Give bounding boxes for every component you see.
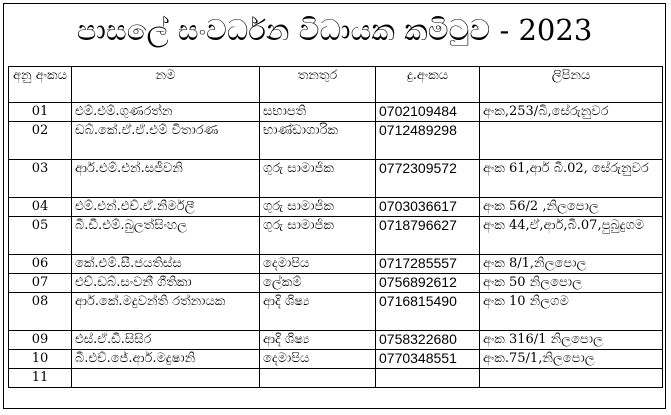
table-row <box>9 160 663 198</box>
member-position: සභාපති <box>260 103 376 122</box>
member-name: ආර්.කේ.මදුවන්ති රත්නායක <box>72 293 260 331</box>
member-name: කේ.එම්.සී.ජයතිස්ස <box>72 255 260 274</box>
table-row <box>9 350 663 369</box>
row-index: 09 <box>9 331 72 350</box>
member-address: අංක 56/2 ,නිලපොල <box>480 198 663 217</box>
member-address: අංක 10 නිලගම <box>480 293 663 331</box>
member-name: එම්.එන්.එච්.ඒ.නිර්මලී <box>72 198 260 217</box>
member-name: බී.ඩී.එම්.බුලත්සිංහල <box>72 217 260 255</box>
table-row <box>9 103 663 122</box>
header-name: නම <box>72 67 260 103</box>
header-position: තනතුර <box>260 67 376 103</box>
member-phone: 0703036617 <box>376 198 480 217</box>
member-name: බී.එච්.ජේ.ආර්.මදුෂානි <box>72 350 260 369</box>
member-address: අංක,253/බි,සේරුනුවර <box>480 103 663 122</box>
member-phone: 0702109484 <box>376 103 480 122</box>
member-phone: 0756892612 <box>376 274 480 293</box>
page-title: පාසලේ සංවර්ධන විධායක කමිටුව - 2023 <box>76 13 593 47</box>
document-frame <box>3 3 666 409</box>
member-position: ගුරු සාමාජික <box>260 217 376 255</box>
row-index: 01 <box>9 103 72 122</box>
member-phone: 0712489298 <box>376 122 480 160</box>
member-address <box>480 369 663 388</box>
member-address: අංක 44,ඒ,ආර්,බී.07,පුබුදුගම <box>480 217 663 255</box>
member-position: ලේකම් <box>260 274 376 293</box>
member-phone <box>376 369 480 388</box>
row-index: 08 <box>9 293 72 331</box>
member-address: අංක.75/1,නිලපොල <box>480 350 663 369</box>
row-index: 10 <box>9 350 72 369</box>
member-phone: 0770348551 <box>376 350 480 369</box>
member-phone: 0716815490 <box>376 293 480 331</box>
member-position: ආදි ශිෂ්‍ය <box>260 331 376 350</box>
row-index: 11 <box>9 369 72 388</box>
row-index: 03 <box>9 160 72 198</box>
member-phone: 0717285557 <box>376 255 480 274</box>
table-header-row <box>9 67 663 103</box>
table-row <box>9 255 663 274</box>
header-address: ලිපිනය <box>480 67 663 103</box>
table-row <box>9 198 663 217</box>
member-address: අංක 61,ආර් බී.02, සේරුනුවර <box>480 160 663 198</box>
member-phone: 0718796627 <box>376 217 480 255</box>
member-name: එස්.ඒ.ඩී.සිසිර <box>72 331 260 350</box>
member-name <box>72 369 260 388</box>
member-position: දෙමාපිය <box>260 350 376 369</box>
member-position <box>260 369 376 388</box>
member-name: ආර්.එම්.එන්.සජීවනි <box>72 160 260 198</box>
member-position: දෙමාපිය <box>260 255 376 274</box>
member-address <box>480 122 663 160</box>
member-phone: 0772309572 <box>376 160 480 198</box>
header-phone: දු.අංකය <box>376 67 480 103</box>
table-row <box>9 369 663 388</box>
row-index: 02 <box>9 122 72 160</box>
table-row <box>9 331 663 350</box>
member-name: එච්.ඩබ්.සංවනී ගීතිකා <box>72 274 260 293</box>
committee-table <box>8 66 663 388</box>
member-position: ගුරු සාමාජික <box>260 160 376 198</box>
row-index: 05 <box>9 217 72 255</box>
row-index: 04 <box>9 198 72 217</box>
member-address: අංක 50 නිලපොල <box>480 274 663 293</box>
member-name: ඩබ්.කේ.ඒ.ඒ.එම් විතාරණ <box>72 122 260 160</box>
member-address: අංක 8/1,නිලපොල <box>480 255 663 274</box>
member-position: භාණ්ඩාගාරික <box>260 122 376 160</box>
table-row <box>9 217 663 255</box>
row-index: 07 <box>9 274 72 293</box>
member-name: එම්.එම්.ගුණරත්න <box>72 103 260 122</box>
member-position: ආදි ශිෂ්‍ය <box>260 293 376 331</box>
member-address: අංක 316/1 නිලපොල <box>480 331 663 350</box>
table-row <box>9 274 663 293</box>
table-row <box>9 293 663 331</box>
row-index: 06 <box>9 255 72 274</box>
member-phone: 0758322680 <box>376 331 480 350</box>
header-index: අනු අංකය <box>9 67 72 103</box>
table-row <box>9 122 663 160</box>
member-position: ගුරු සාමාජික <box>260 198 376 217</box>
